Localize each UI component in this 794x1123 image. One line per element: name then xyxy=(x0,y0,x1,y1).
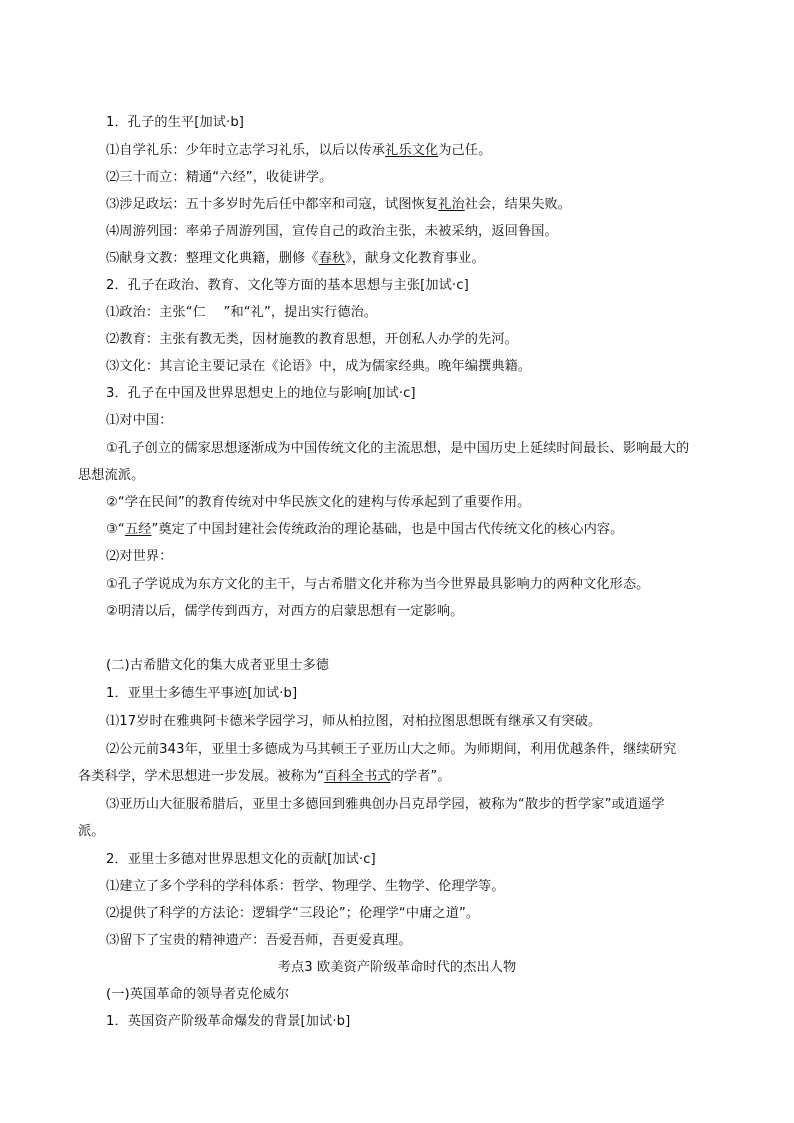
list-item: ⑴建立了多个学科的学科体系：哲学、物理学、生物学、伦理学等。 xyxy=(106,879,505,894)
section-heading-english-revolution: 1．英国资产阶级革命爆发的背景[加试·b] xyxy=(106,1014,351,1029)
underlined-term: 五经 xyxy=(124,522,152,537)
list-item: ⑵公元前343年，亚里士多德成为马其顿王子亚历山大之师。为师期间，利用优越条件，继续研究 xyxy=(106,742,677,757)
list-item xyxy=(106,196,571,214)
list-item: ⑴政治：主张“仁 ”和“礼”，提出实行德治。 xyxy=(106,305,378,320)
list-item: ①孔子学说成为东方文化的主干，与古希腊文化并称为当今世界最具影响力的两种文化形态。 xyxy=(106,577,650,592)
list-item: ②明清以后，儒学传到西方，对西方的启蒙思想有一定影响。 xyxy=(106,604,464,619)
list-item xyxy=(106,521,623,539)
underlined-term: 礼乐文化 xyxy=(385,143,439,158)
list-item-continuation: 思想流派。 xyxy=(78,468,145,483)
list-item: ⑵三十而立：精通“六经”，收徒讲学。 xyxy=(106,170,333,185)
list-item: ⑴17岁时在雅典阿卡德米学园学习，师从柏拉图，对柏拉图思想既有继承又有突破。 xyxy=(106,714,602,729)
section-heading-confucius-life: 1．孔子的生平[加试·b] xyxy=(106,115,245,130)
list-item-continuation xyxy=(78,768,451,786)
list-item xyxy=(106,142,491,160)
text-run: 社会，结果失败。 xyxy=(464,197,572,212)
section-heading-aristotle-life: 1．亚里士多德生平事迹[加试·b] xyxy=(106,686,298,701)
list-item: ⑵教育：主张有教无类，因材施教的教育思想，开创私人办学的先河。 xyxy=(106,332,518,347)
list-item: ⑵提供了科学的方法论：逻辑学“三段论”；伦理学“中庸之道”。 xyxy=(106,906,480,921)
underlined-term: 百科全书式 xyxy=(324,769,391,784)
text-run: ⑸献身文教：整理文化典籍，删修《 xyxy=(106,251,319,266)
section-heading-aristotle-contribution: 2．亚里士多德对世界思想文化的贡献[加试·c] xyxy=(106,852,376,867)
list-item: ⑶亚历山大征服希腊后，亚里士多德回到雅典创办吕克昂学园，被称为“散步的哲学家”或逍遥学 xyxy=(106,797,665,812)
list-item-continuation: 派。 xyxy=(78,824,105,839)
list-item: ⑷周游列国：率弟子周游列国，宣传自己的政治主张，未被采纳，返回鲁国。 xyxy=(106,224,558,239)
text-run: 》，献身文化教育事业。 xyxy=(345,251,485,266)
section-heading-confucius-thought: 2．孔子在政治、教育、文化等方面的基本思想与主张[加试·c] xyxy=(106,278,469,293)
text-run: 各类科学，学术思想进一步发展。被称为“ xyxy=(78,769,325,784)
text-run: 为己任。 xyxy=(438,143,492,158)
list-item: ①孔子创立的儒家思想逐渐成为中国传统文化的主流思想，是中国历史上延续时间最长、影响最大的 xyxy=(106,441,690,456)
sub-heading: ⑵对世界： xyxy=(106,549,173,564)
text-run: ③“ xyxy=(106,522,125,537)
underlined-term: 春秋 xyxy=(318,251,346,266)
part-title-aristotle: (二)古希腊文化的集大成者亚里士多德 xyxy=(106,658,330,673)
underlined-term: 礼治 xyxy=(438,197,465,212)
sub-heading: ⑴对中国： xyxy=(106,413,173,428)
text-run: ”奠定了中国封建社会传统政治的理论基础，也是中国古代传统文化的核心内容。 xyxy=(151,522,624,537)
list-item: ⑶文化：其言论主要记录在《论语》中，成为儒家经典。晚年编撰典籍。 xyxy=(106,359,532,374)
section-heading-confucius-influence: 3．孔子在中国及世界思想史上的地位与影响[加试·c] xyxy=(106,386,416,401)
list-item: ⑶留下了宝贵的精神遗产：吾爱吾师，吾更爱真理。 xyxy=(106,933,412,948)
part-title-cromwell: (一)英国革命的领导者克伦威尔 xyxy=(106,987,290,1002)
text-run: ⑴自学礼乐：少年时立志学习礼乐，以后以传承 xyxy=(106,143,386,158)
text-run: 的学者”。 xyxy=(390,769,451,784)
list-item xyxy=(106,250,485,268)
exam-point-title: 考点3 欧美资产阶级革命时代的杰出人物 xyxy=(277,960,517,975)
list-item: ②“学在民间”的教育传统对中华民族文化的建构与传承起到了重要作用。 xyxy=(106,495,531,510)
text-run: ⑶涉足政坛：五十多岁时先后任中都宰和司寇，试图恢复 xyxy=(106,197,439,212)
